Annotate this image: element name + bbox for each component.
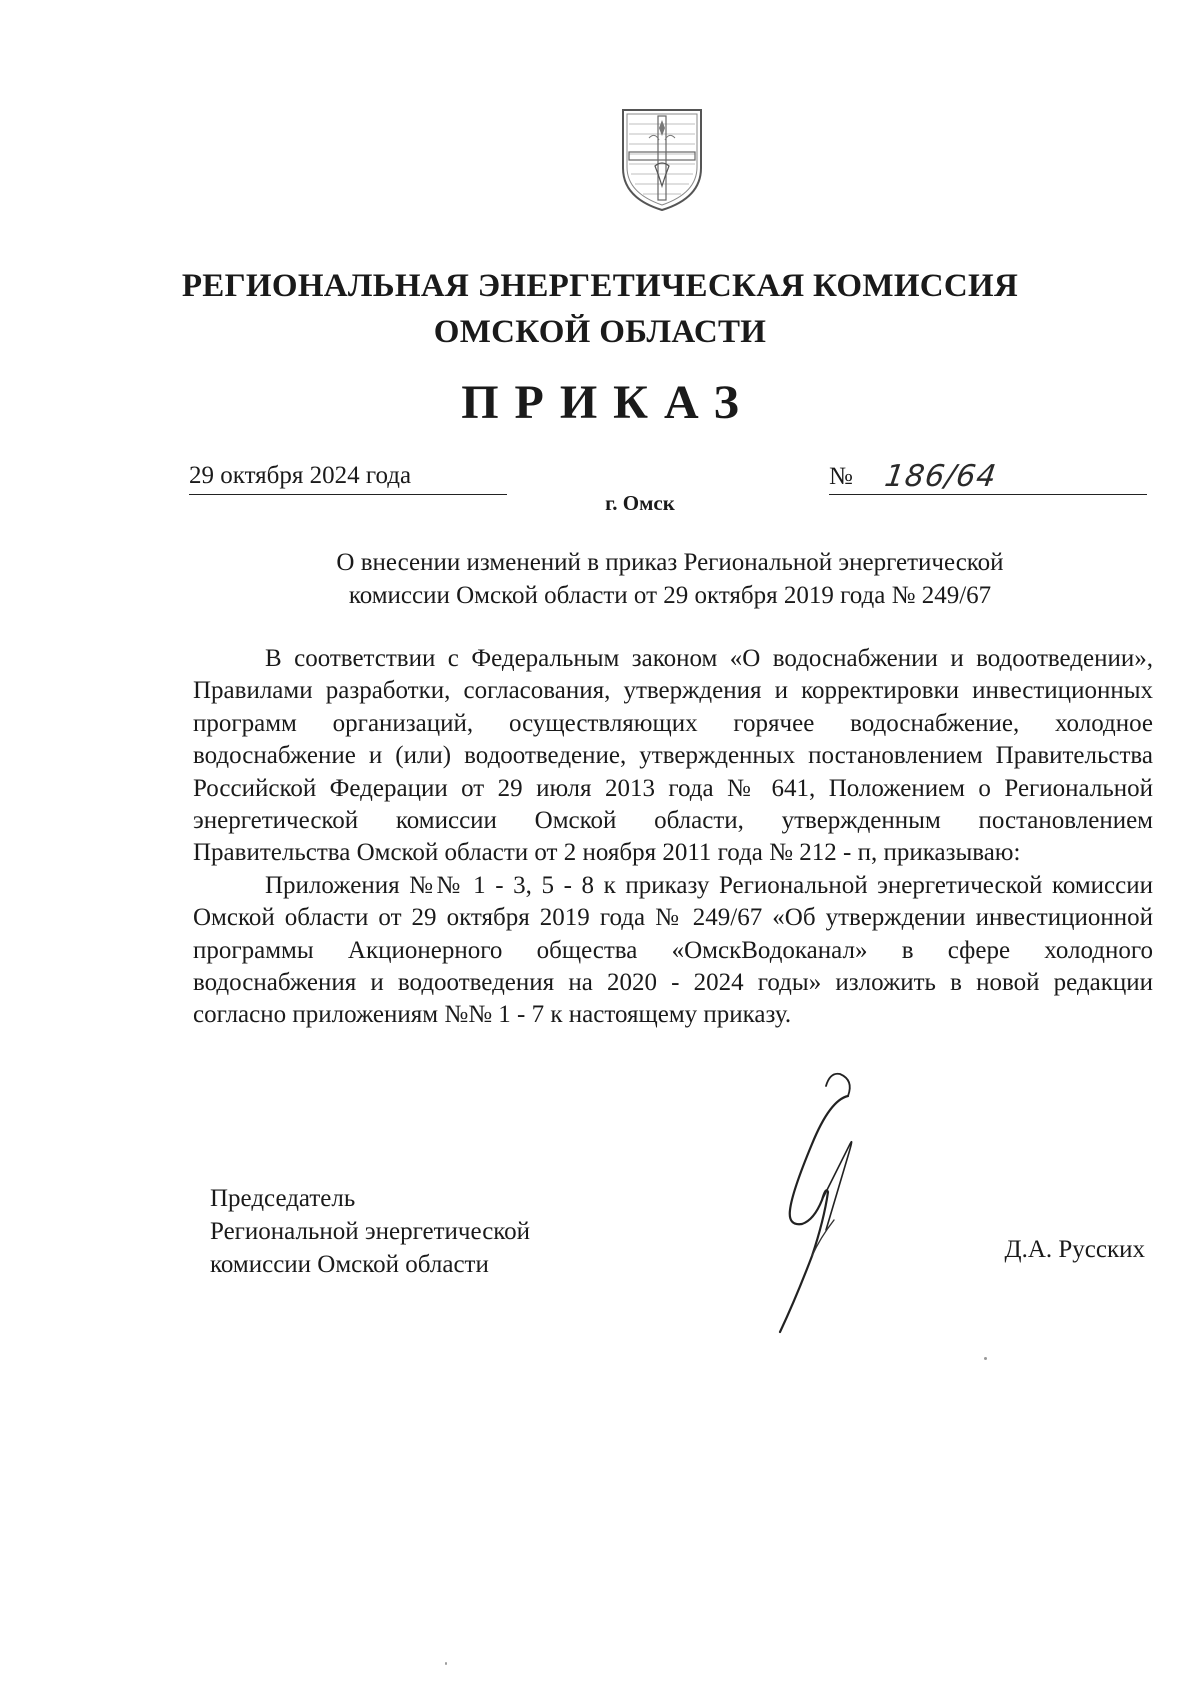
- organization-name-line1: РЕГИОНАЛЬНАЯ ЭНЕРГЕТИЧЕСКАЯ КОМИССИЯ: [181, 268, 1019, 304]
- signer-name: Д.А. Русских: [1004, 1236, 1145, 1263]
- signer-title-line2: Региональной энергетической: [210, 1218, 531, 1245]
- signer-title-line1: Председатель: [210, 1185, 356, 1212]
- order-subject: [220, 546, 1120, 612]
- handwritten-signature: [730, 1060, 890, 1340]
- order-date: 29 октября 2024 года: [189, 462, 412, 489]
- scan-speck: [984, 1357, 987, 1360]
- number-sign: №: [829, 463, 853, 490]
- order-body: [193, 643, 1153, 1032]
- organization-name-line2: ОМСКОЙ ОБЛАСТИ: [433, 314, 767, 350]
- order-number: 186/64: [882, 459, 1000, 494]
- subject-line2: комиссии Омской области от 29 октября 2019 года № 249/67: [348, 582, 992, 609]
- city: г. Омск: [605, 491, 675, 515]
- preamble-paragraph: В соответствии с Федеральным законом «О водоснабжении и водоотведении», Правилами разработки, согласования, утверждения и корректировки инвестиционных программ организаций, осуществляющих горячее водоснабжение, холодное водоснабжение и (или) водоотведение, утвержденных постановлением Правительства Российской Федерации от 29 июля 2013 года № 641, Положением о Региональной энергетической комиссии Омской области, утвержденным постановлением Правительства Омской области от 2 ноября 2011 года № 212 - п, приказываю:: [193, 645, 1153, 867]
- subject-line1: О внесении изменений в приказ Региональной энергетической: [336, 549, 1004, 576]
- signer-title-line3: комиссии Омской области: [210, 1251, 489, 1278]
- document-type-title: ПРИКАЗ: [461, 376, 755, 429]
- scan-speck: [445, 1662, 447, 1665]
- coat-of-arms-icon: [619, 106, 705, 212]
- operative-paragraph: Приложения №№ 1 - 3, 5 - 8 к приказу Региональной энергетической комиссии Омской области от 29 октября 2019 года № 249/67 «Об утверждении инвестиционной программы Акционерного общества «ОмскВодоканал» в сфере холодного водоснабжения и водоотведения на 2020 - 2024 годы» изложить в новой редакции согласно приложениям №№ 1 - 7 к настоящему приказу.: [193, 871, 1153, 1029]
- signer-position: [210, 1182, 530, 1281]
